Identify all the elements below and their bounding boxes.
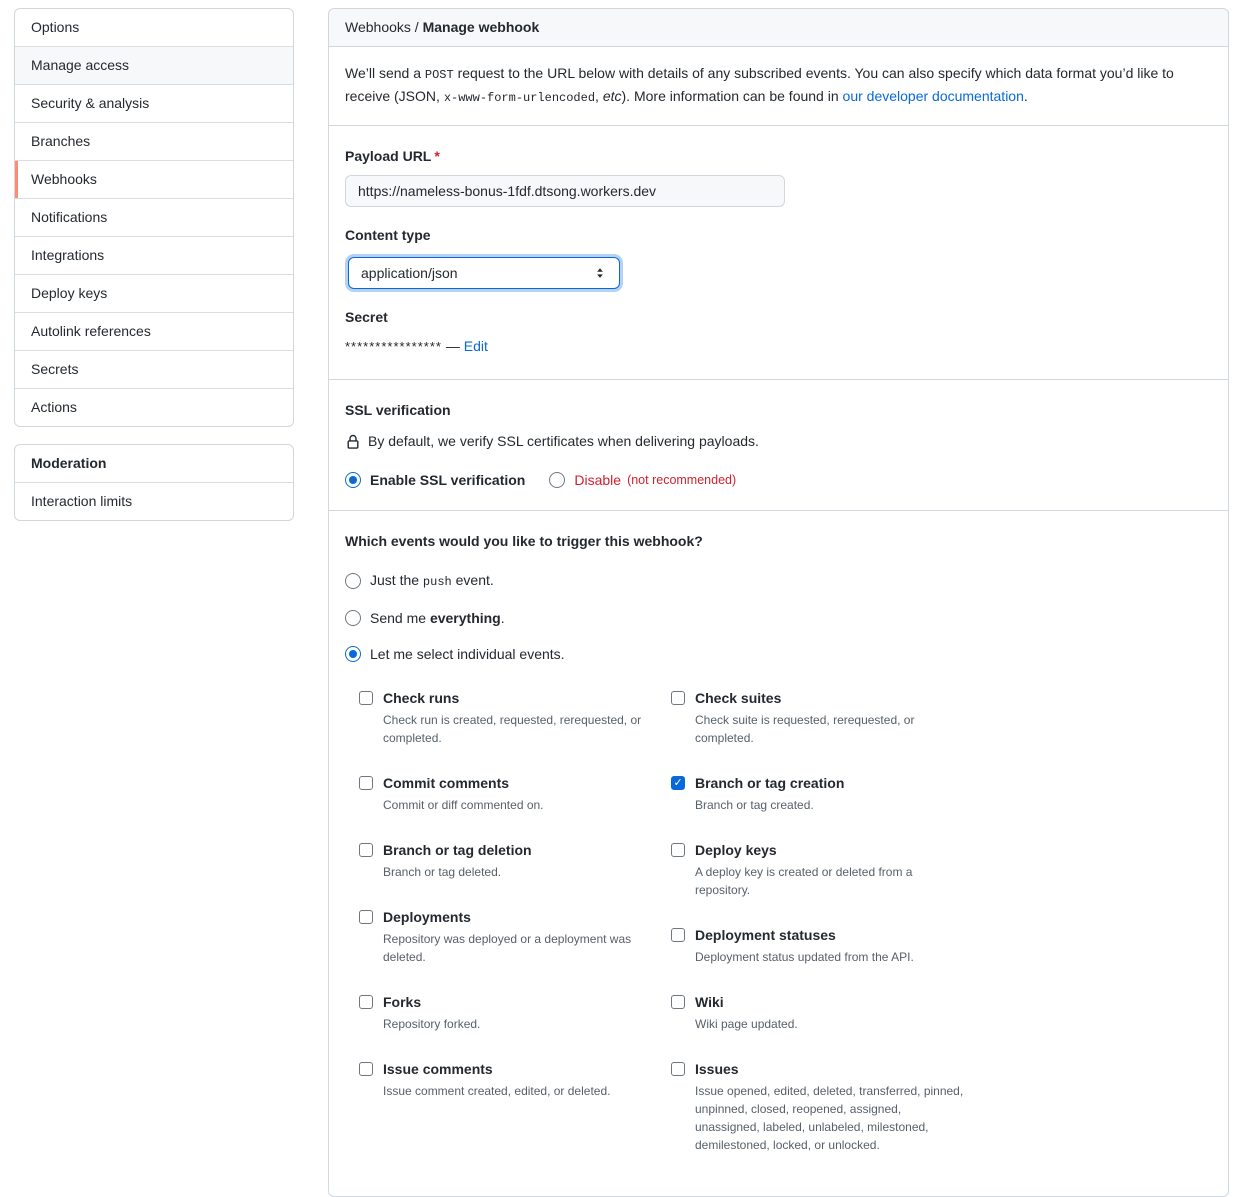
sidebar-item-secrets[interactable]: Secrets (15, 350, 293, 388)
events-radio-everything[interactable]: Send me everything. (345, 608, 1212, 628)
secret-edit-link[interactable]: Edit (463, 338, 488, 354)
moderation-nav-box (14, 444, 294, 521)
settings-sidebar (14, 8, 294, 521)
events-section (329, 511, 1228, 1196)
webhook-form-section (329, 126, 1228, 380)
sidebar-item-actions[interactable]: Actions (15, 388, 293, 426)
event-deployments[interactable]: Deployments Repository was deployed or a deployment was deleted. (359, 907, 671, 966)
required-asterisk: * (434, 148, 440, 164)
radio-control[interactable] (345, 573, 361, 589)
disable-ssl-radio[interactable]: Disable (not recommended) (549, 470, 736, 490)
sidebar-item-deploy-keys[interactable]: Deploy keys (15, 274, 293, 312)
sidebar-item-branches[interactable]: Branches (15, 122, 293, 160)
events-question: Which events would you like to trigger this webhook? (345, 533, 703, 549)
content-type-label: Content type (345, 227, 431, 243)
content-type-select[interactable] (348, 257, 620, 289)
event-branch-tag-creation[interactable]: ✓ Branch or tag creation Branch or tag created. (671, 773, 983, 814)
checkbox-control[interactable] (671, 776, 685, 790)
manage-webhook-panel (328, 8, 1229, 1197)
checkbox-control[interactable] (359, 776, 373, 790)
ssl-note: By default, we verify SSL certificates when delivering payloads. (345, 431, 1212, 452)
checkbox-control[interactable] (359, 1062, 373, 1076)
sidebar-item-security-analysis[interactable]: Security & analysis (15, 84, 293, 122)
event-branch-tag-deletion[interactable]: Branch or tag deletion Branch or tag deleted. (359, 840, 671, 881)
payload-url-input[interactable] (345, 175, 785, 207)
updown-chevron-icon (593, 266, 607, 280)
radio-control[interactable] (345, 610, 361, 626)
checkbox-control[interactable] (671, 691, 685, 705)
event-column-left (359, 688, 671, 1180)
radio-control[interactable] (345, 472, 361, 488)
event-check-runs[interactable]: Check runs Check run is created, requested, rerequested, or completed. (359, 688, 671, 747)
checkbox-control[interactable] (671, 995, 685, 1009)
event-column-right (671, 688, 983, 1180)
radio-control[interactable] (345, 646, 361, 662)
event-wiki[interactable]: Wiki Wiki page updated. (671, 992, 983, 1033)
enable-ssl-radio[interactable]: Enable SSL verification (345, 470, 525, 490)
radio-control[interactable] (549, 472, 565, 488)
event-issue-comments[interactable]: Issue comments Issue comment created, edited, or deleted. (359, 1059, 671, 1100)
sidebar-item-options[interactable]: Options (31, 19, 80, 35)
checkbox-control[interactable] (671, 928, 685, 942)
events-radio-individual[interactable]: Let me select individual events. (345, 644, 1212, 664)
ssl-verification-title: SSL verification (345, 402, 451, 418)
checkbox-control[interactable] (359, 843, 373, 857)
sidebar-item-interaction-limits[interactable]: Interaction limits (15, 482, 293, 520)
event-checkbox-grid (359, 688, 1212, 1180)
checkbox-control[interactable] (671, 843, 685, 857)
event-issues[interactable]: Issues Issue opened, edited, deleted, transferred, pinned, unpinned, closed, reopened, assigned, unassigned, labeled, unlabeled, milestoned, demilestoned, locked, or unlocked. (671, 1059, 983, 1154)
event-forks[interactable]: Forks Repository forked. (359, 992, 671, 1033)
lock-icon (345, 434, 361, 450)
secret-label: Secret (345, 309, 388, 325)
secret-value-row: **************** — Edit (345, 338, 488, 354)
events-radio-just-push[interactable]: Just the push event. (345, 570, 1212, 592)
event-deploy-keys[interactable]: Deploy keys A deploy key is created or deleted from a repository. (671, 840, 983, 899)
content-type-value: application/json (361, 265, 458, 281)
checkbox-control[interactable] (671, 1062, 685, 1076)
secret-masked-value: **************** (345, 339, 442, 354)
moderation-header: Moderation (31, 455, 107, 471)
event-deployment-statuses[interactable]: Deployment statuses Deployment status updated from the API. (671, 925, 983, 966)
checkbox-control[interactable] (359, 995, 373, 1009)
sidebar-item-integrations[interactable]: Integrations (15, 236, 293, 274)
settings-nav-box (14, 8, 294, 427)
ssl-radio-group (345, 470, 1212, 490)
event-commit-comments[interactable]: Commit comments Commit or diff commented on. (359, 773, 671, 814)
checkbox-control[interactable] (359, 910, 373, 924)
ssl-verification-section (329, 380, 1228, 511)
webhook-intro-text: We’ll send a POST request to the URL below with details of any subscribed events. You can also specify which data format you’d like to receive (JSON, x-www-form-urlencoded, etc). More information can be found in our developer documentation. (329, 47, 1228, 126)
breadcrumb-separator: / (410, 19, 423, 35)
sidebar-item-manage-access[interactable]: Manage access (15, 46, 293, 84)
payload-url-label: Payload URL * (345, 148, 440, 164)
breadcrumb (329, 9, 1228, 47)
event-check-suites[interactable]: Check suites Check suite is requested, rerequested, or completed. (671, 688, 983, 747)
checkbox-control[interactable] (359, 691, 373, 705)
breadcrumb-webhooks-link[interactable]: Webhooks (345, 19, 411, 35)
sidebar-item-webhooks[interactable]: Webhooks (15, 160, 293, 198)
sidebar-item-notifications[interactable]: Notifications (15, 198, 293, 236)
page-title: Manage webhook (422, 19, 540, 35)
developer-documentation-link[interactable]: our developer documentation (842, 88, 1024, 104)
sidebar-item-autolink-references[interactable]: Autolink references (15, 312, 293, 350)
